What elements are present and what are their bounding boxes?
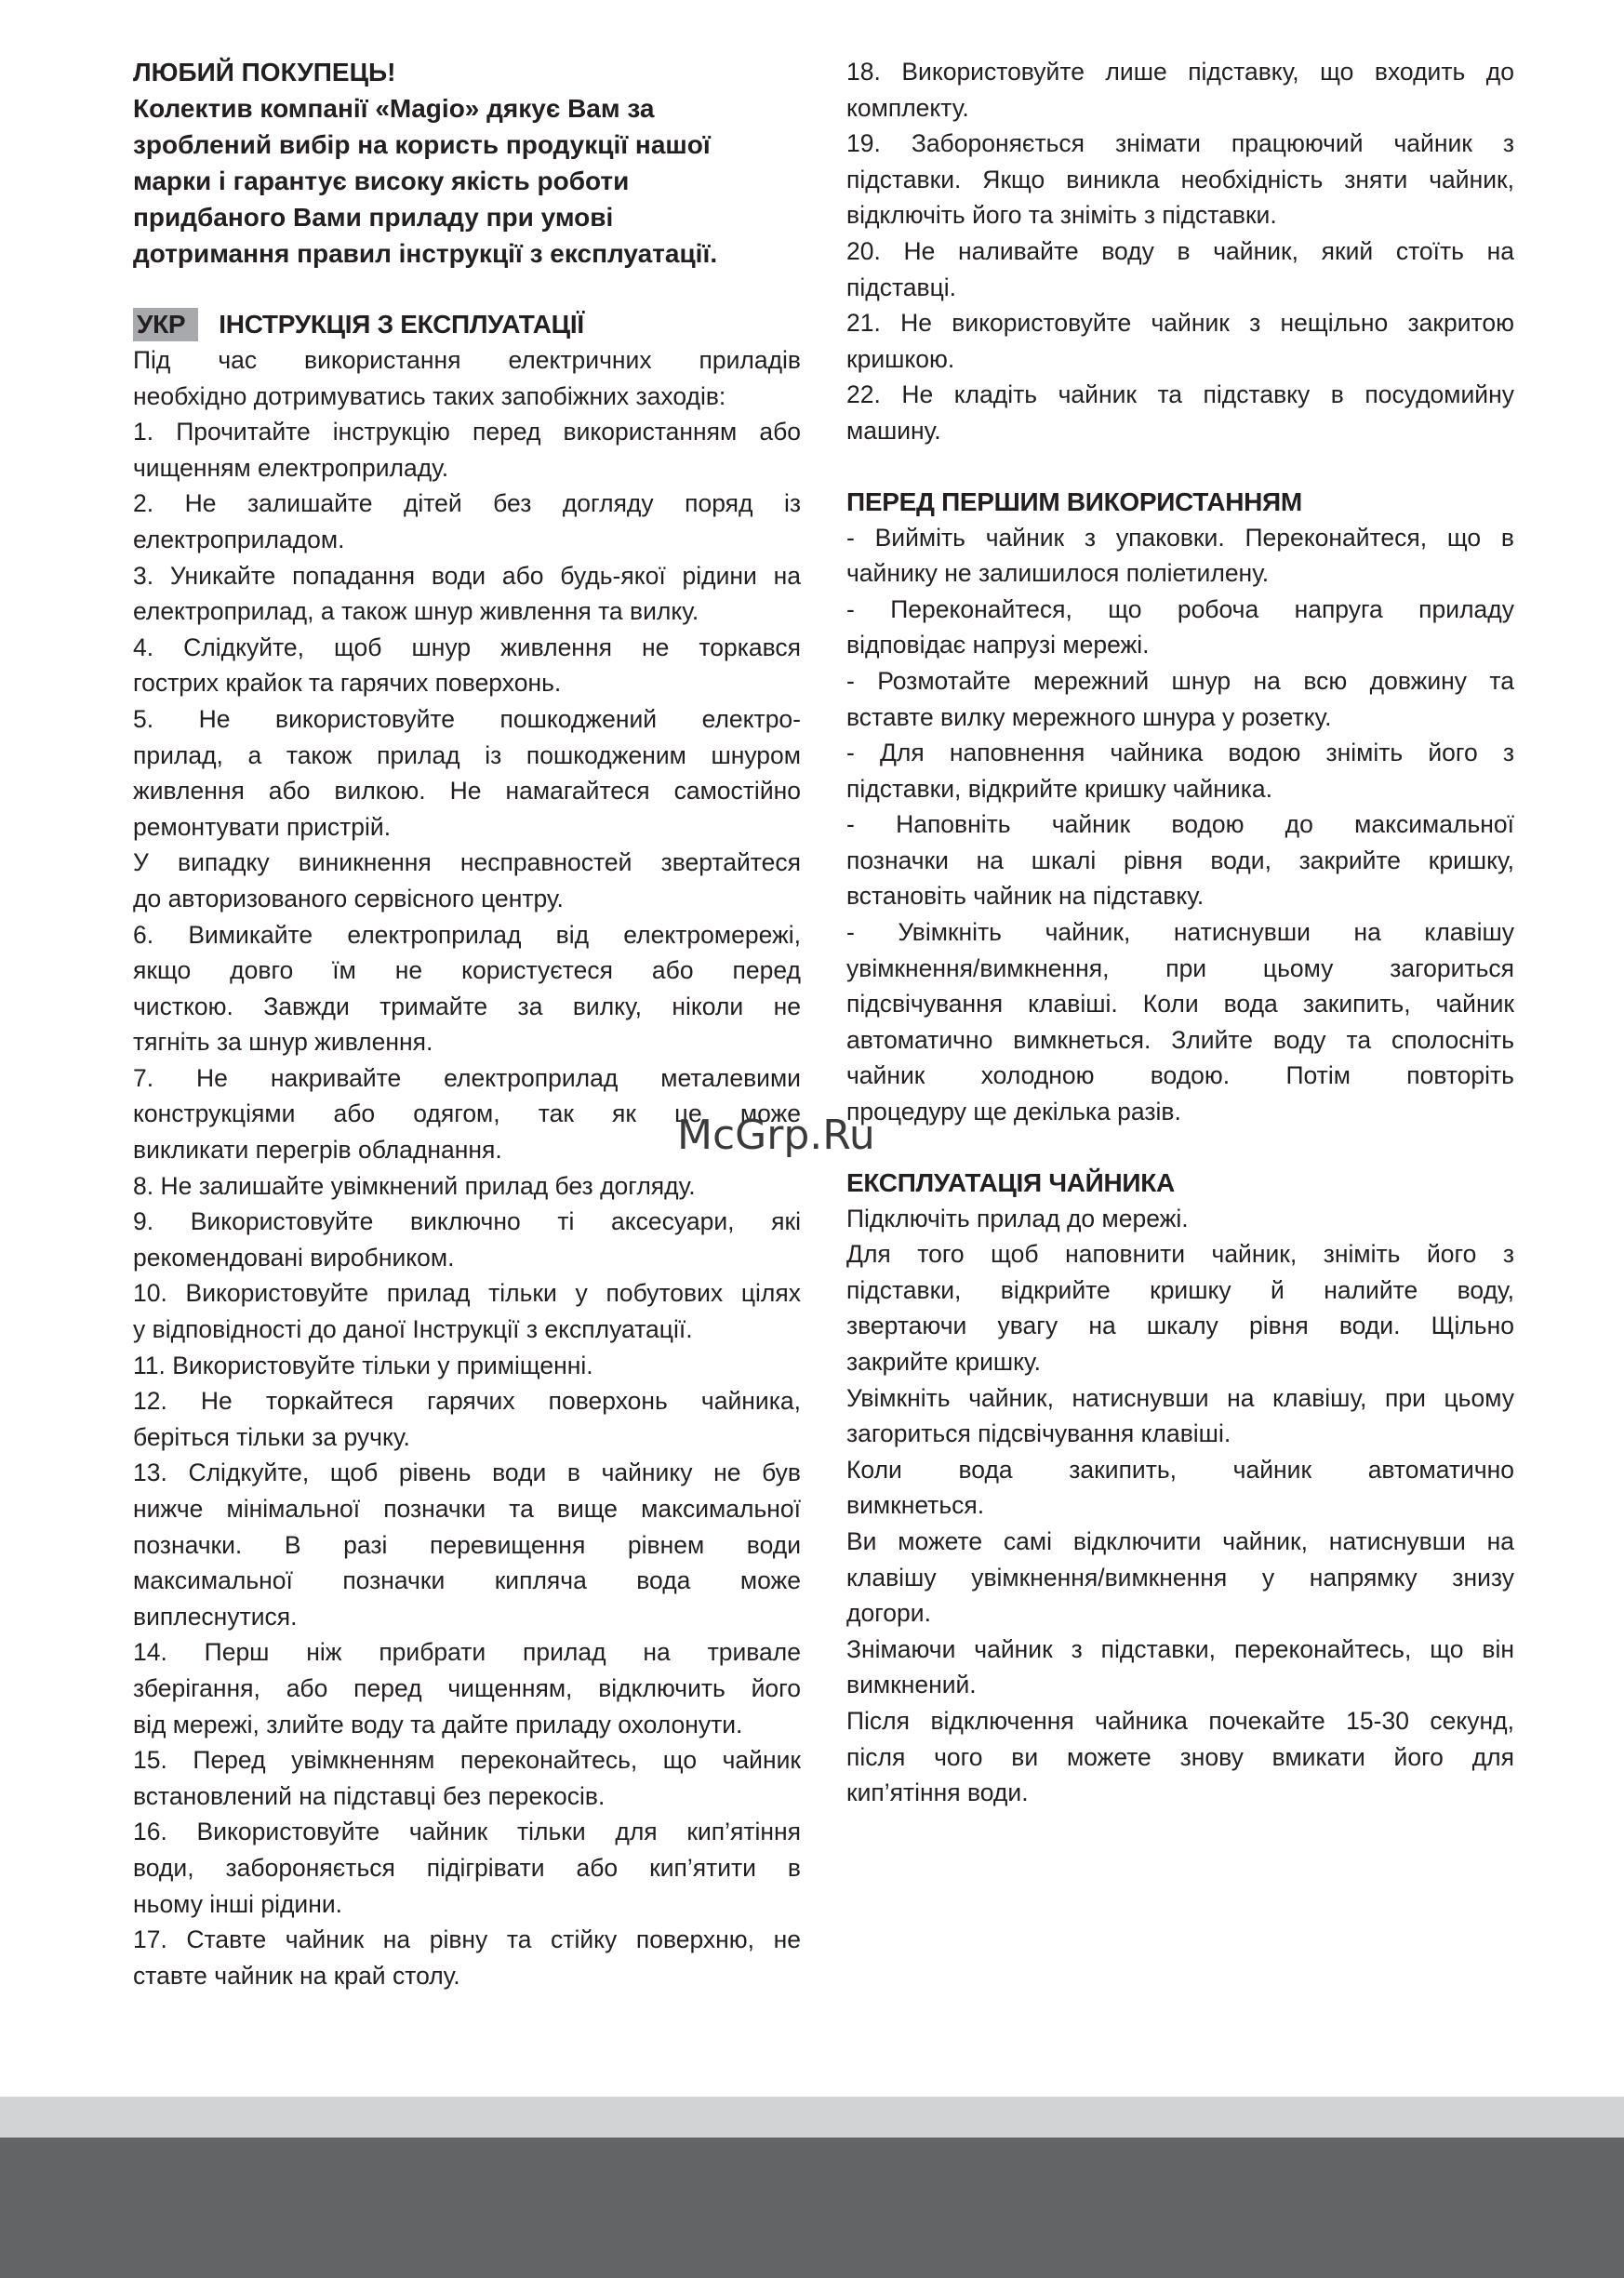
text-line: - Вийміть чайник з упаковки. Переконайтеся, що в bbox=[846, 523, 1514, 552]
text-line: до авторизованого сервісного центру. bbox=[133, 884, 564, 913]
left-column bbox=[133, 54, 801, 1993]
text-line: відключіть його та зніміть з підставки. bbox=[846, 201, 1277, 230]
text-line: 11. Використовуйте тільки у приміщенні. bbox=[133, 1351, 593, 1379]
paragraph bbox=[846, 1632, 1514, 1703]
text-line: звертаючи увагу на шкалу рівня води. Щільно bbox=[846, 1312, 1514, 1340]
text-line: ремонтувати пристрій. bbox=[133, 812, 392, 841]
first-use-heading bbox=[846, 485, 1514, 520]
text-line: відповідає напрузі мережі. bbox=[846, 631, 1150, 659]
safety-list-continued bbox=[846, 54, 1514, 449]
right-column bbox=[846, 54, 1514, 1811]
paragraph bbox=[846, 592, 1514, 663]
footer-light-band bbox=[0, 2097, 1624, 2138]
text-line: - Увімкніть чайник, натиснувши на клавішу bbox=[846, 918, 1514, 947]
paragraph bbox=[846, 233, 1514, 305]
text-line: догори. bbox=[846, 1599, 931, 1628]
text-line: гострих крайок та гарячих поверхонь. bbox=[133, 669, 562, 698]
greeting-line: дотримання правил інструкції з експлуатації. bbox=[133, 239, 718, 268]
paragraph bbox=[133, 1922, 801, 1993]
paragraph bbox=[846, 126, 1514, 233]
text-line: - Переконайтеся, що робоча напруга приладу bbox=[846, 594, 1514, 623]
text-line: після чого ви можете знову вмикати його для bbox=[846, 1742, 1514, 1771]
text-line: 18. Використовуйте лише підставку, що входить до bbox=[846, 58, 1514, 86]
text-line: 17. Ставте чайник на рівну та стійку поверхню, не bbox=[133, 1925, 801, 1954]
text-line: підсвічування клавіші. Коли вода закипить, чайник bbox=[846, 990, 1514, 1019]
language-badge: УКР bbox=[133, 308, 198, 341]
paragraph bbox=[846, 806, 1514, 914]
instructions-heading bbox=[133, 307, 801, 342]
text-line: прилад, а також прилад із пошкодженим шнуром bbox=[133, 740, 801, 769]
paragraph bbox=[846, 305, 1514, 377]
text-line: - Для наповнення чайника водою зніміть його з bbox=[846, 739, 1514, 767]
text-line: 15. Перед увімкненням переконайтесь, що чайник bbox=[133, 1746, 801, 1775]
paragraph bbox=[133, 1814, 801, 1922]
text-line: чайник холодною водою. Потім повторіть bbox=[846, 1061, 1514, 1090]
text-line: автоматично вимкнеться. Злийте воду та сполосніть bbox=[846, 1025, 1514, 1054]
paragraph bbox=[846, 1452, 1514, 1524]
text-line: 6. Вимикайте електроприлад від електромережі, bbox=[133, 920, 801, 949]
greeting-line: марки і гарантує високу якість роботи bbox=[133, 167, 630, 195]
text-line: 5. Не використовуйте пошкоджений електро- bbox=[133, 704, 801, 733]
paragraph bbox=[846, 520, 1514, 592]
text-line: 20. Не наливайте воду в чайник, який стоїть на bbox=[846, 236, 1514, 265]
operation-title: ЕКСПЛУАТАЦІЯ ЧАЙНИКА bbox=[846, 1167, 1175, 1197]
text-line: кришкою. bbox=[846, 344, 955, 373]
text-line: - Наповніть чайник водою до максимальної bbox=[846, 810, 1514, 839]
text-line: ньому інші рідини. bbox=[133, 1889, 343, 1918]
text-line: 10. Використовуйте прилад тільки у побутових цілях bbox=[133, 1279, 801, 1308]
text-line: позначки на шкалі рівня води, закрийте кришку, bbox=[846, 846, 1514, 874]
paragraph bbox=[846, 1201, 1514, 1237]
paragraph bbox=[846, 914, 1514, 1130]
text-line: Коли вода закипить, чайник автоматично bbox=[846, 1455, 1514, 1484]
text-line: 21. Не використовуйте чайник з нещільно закритою bbox=[846, 309, 1514, 338]
text-line: підставки. Якщо виникла необхідність зняти чайник, bbox=[846, 165, 1514, 193]
paragraph bbox=[133, 1455, 801, 1634]
text-line: нижче мінімальної позначки та вище максимальної bbox=[133, 1495, 801, 1523]
paragraph bbox=[133, 1275, 801, 1347]
greeting-block bbox=[133, 54, 801, 272]
text-line: 14. Перш ніж прибрати прилад на тривале bbox=[133, 1638, 801, 1667]
text-line: підставки, відкрийте кришку чайника. bbox=[846, 774, 1272, 803]
instructions-title: ІНСТРУКЦІЯ З ЕКСПЛУАТАЦІЇ bbox=[219, 310, 584, 339]
text-line: клавішу увімкнення/вимкнення у напрямку знизу bbox=[846, 1563, 1514, 1592]
text-line: увімкнення/вимкнення, при цьому загориться bbox=[846, 953, 1514, 982]
paragraph bbox=[133, 1383, 801, 1455]
text-line: вставте вилку мережного шнура у розетку. bbox=[846, 702, 1332, 731]
text-line: 7. Не накривайте електроприлад металевими bbox=[133, 1063, 801, 1092]
text-line: Знімаючи чайник з підставки, переконайтесь, що він bbox=[846, 1634, 1514, 1663]
text-line: 22. Не кладіть чайник та підставку в посудомийну bbox=[846, 380, 1514, 409]
paragraph bbox=[133, 917, 801, 1060]
paragraph bbox=[846, 54, 1514, 126]
text-line: чайнику не залишилося поліетилену. bbox=[846, 559, 1270, 588]
text-line: 3. Уникайте попадання води або будь-якої рідини на bbox=[133, 561, 801, 590]
text-line: Ви можете самі відключити чайник, натиснувши на bbox=[846, 1526, 1514, 1555]
text-line: зберігання, або перед чищенням, відключить його bbox=[133, 1673, 801, 1702]
paragraph bbox=[846, 735, 1514, 806]
text-line: у відповідності до даної Інструкції з експлуатації. bbox=[133, 1315, 693, 1344]
paragraph bbox=[133, 414, 801, 486]
text-line: викликати перегрів обладнання. bbox=[133, 1136, 502, 1165]
text-line: 12. Не торкайтеся гарячих поверхонь чайника, bbox=[133, 1387, 801, 1416]
text-line: необхідно дотримуватись таких запобіжних заходів: bbox=[133, 381, 726, 410]
text-line: ставте чайник на край столу. bbox=[133, 1961, 460, 1990]
paragraph bbox=[846, 1703, 1514, 1811]
text-line: 19. Забороняється знімати працюючий чайник з bbox=[846, 129, 1514, 158]
greeting-line: ЛЮБИЙ ПОКУПЕЦЬ! bbox=[133, 58, 396, 87]
paragraph bbox=[133, 1634, 801, 1742]
paragraph bbox=[133, 1168, 801, 1205]
text-line: У випадку виникнення несправностей звертайтеся bbox=[133, 848, 801, 877]
paragraph bbox=[846, 1236, 1514, 1379]
text-line: електроприлад, а також шнур живлення та вилку. bbox=[133, 597, 699, 626]
text-line: - Розмотайте мережний шнур на всю довжину та bbox=[846, 666, 1514, 695]
text-line: 4. Слідкуйте, щоб шнур живлення не торкався bbox=[133, 633, 801, 661]
text-line: 8. Не залишайте увімкнений прилад без догляду. bbox=[133, 1171, 696, 1200]
text-line: встановіть чайник на підставку. bbox=[846, 882, 1205, 911]
text-line: 16. Використовуйте чайник тільки для кип’ятіння bbox=[133, 1818, 801, 1846]
paragraph bbox=[133, 1348, 801, 1384]
safety-list bbox=[133, 342, 801, 1993]
text-line: Увімкніть чайник, натиснувши на клавішу, при цьому bbox=[846, 1383, 1514, 1412]
paragraph bbox=[133, 701, 801, 845]
text-line: конструкціями або одягом, так як це може bbox=[133, 1099, 801, 1128]
text-line: загориться підсвічування клавіші. bbox=[846, 1419, 1231, 1448]
paragraph bbox=[133, 1204, 801, 1275]
text-line: беріться тільки за ручку. bbox=[133, 1422, 410, 1451]
paragraph bbox=[133, 558, 801, 630]
text-line: Для того щоб наповнити чайник, зніміть його з bbox=[846, 1240, 1514, 1269]
text-line: встановлений на підставці без перекосів. bbox=[133, 1781, 606, 1810]
text-line: закрийте кришку. bbox=[846, 1348, 1042, 1376]
text-line: максимальної позначки кипляча вода може bbox=[133, 1566, 801, 1595]
text-line: машину. bbox=[846, 416, 941, 445]
greeting-line: Колектив компанії «Magio» дякує Вам за bbox=[133, 94, 655, 123]
watermark-text: McGrp.Ru bbox=[677, 1112, 875, 1159]
text-line: чисткою. Завжди тримайте за вилку, ніколи не bbox=[133, 992, 801, 1020]
greeting-line: зроблений вибір на користь продукції нашої bbox=[133, 130, 711, 159]
text-line: води, забороняється підігрівати або кип’ятити в bbox=[133, 1853, 801, 1882]
paragraph bbox=[133, 1742, 801, 1814]
first-use-list bbox=[846, 520, 1514, 1130]
paragraph bbox=[846, 1524, 1514, 1632]
text-line: рекомендовані виробником. bbox=[133, 1243, 455, 1272]
text-line: 9. Використовуйте виключно ті аксесуари, які bbox=[133, 1207, 801, 1236]
text-line: вимкнений. bbox=[846, 1671, 977, 1699]
paragraph bbox=[846, 663, 1514, 735]
text-line: процедуру ще декілька разів. bbox=[846, 1098, 1181, 1126]
text-line: 13. Слідкуйте, щоб рівень води в чайнику не був bbox=[133, 1459, 801, 1487]
text-line: електроприладом. bbox=[133, 525, 345, 553]
operation-heading bbox=[846, 1166, 1514, 1201]
text-line: підставці. bbox=[846, 273, 957, 301]
text-line: живлення або вилкою. Не намагайтеся самостійно bbox=[133, 777, 801, 806]
greeting-line: придбаного Вами приладу при умові bbox=[133, 203, 614, 232]
text-line: чищенням електроприладу. bbox=[133, 453, 449, 482]
paragraph bbox=[846, 377, 1514, 448]
text-line: Підключіть прилад до мережі. bbox=[846, 1204, 1189, 1232]
text-line: комплекту. bbox=[846, 93, 969, 122]
first-use-title: ПЕРЕД ПЕРШИМ ВИКОРИСТАННЯМ bbox=[846, 486, 1302, 516]
paragraph bbox=[846, 1380, 1514, 1452]
footer-dark-band bbox=[0, 2138, 1624, 2278]
text-line: Під час використання електричних приладів bbox=[133, 346, 801, 374]
text-line: від мережі, злийте воду та дайте приладу охолонути. bbox=[133, 1710, 743, 1738]
paragraph bbox=[133, 486, 801, 557]
text-line: 2. Не залишайте дітей без догляду поряд із bbox=[133, 489, 801, 518]
text-line: кип’ятіння води. bbox=[846, 1778, 1029, 1807]
text-line: підставки, відкрийте кришку й налийте воду, bbox=[846, 1275, 1514, 1304]
text-line: якщо довго їм не користуєтеся або перед bbox=[133, 956, 801, 985]
text-line: вимкнеться. bbox=[846, 1491, 985, 1520]
text-line: виплеснутися. bbox=[133, 1602, 298, 1631]
text-line: Після відключення чайника почекайте 15-30 секунд, bbox=[846, 1706, 1514, 1735]
paragraph bbox=[133, 845, 801, 916]
text-line: 1. Прочитайте інструкцію перед використанням або bbox=[133, 418, 801, 446]
paragraph bbox=[133, 342, 801, 414]
paragraph bbox=[133, 630, 801, 701]
text-line: тягніть за шнур живлення. bbox=[133, 1028, 433, 1057]
operation-list bbox=[846, 1201, 1514, 1811]
text-line: позначки. В разі перевищення рівнем води bbox=[133, 1530, 801, 1559]
